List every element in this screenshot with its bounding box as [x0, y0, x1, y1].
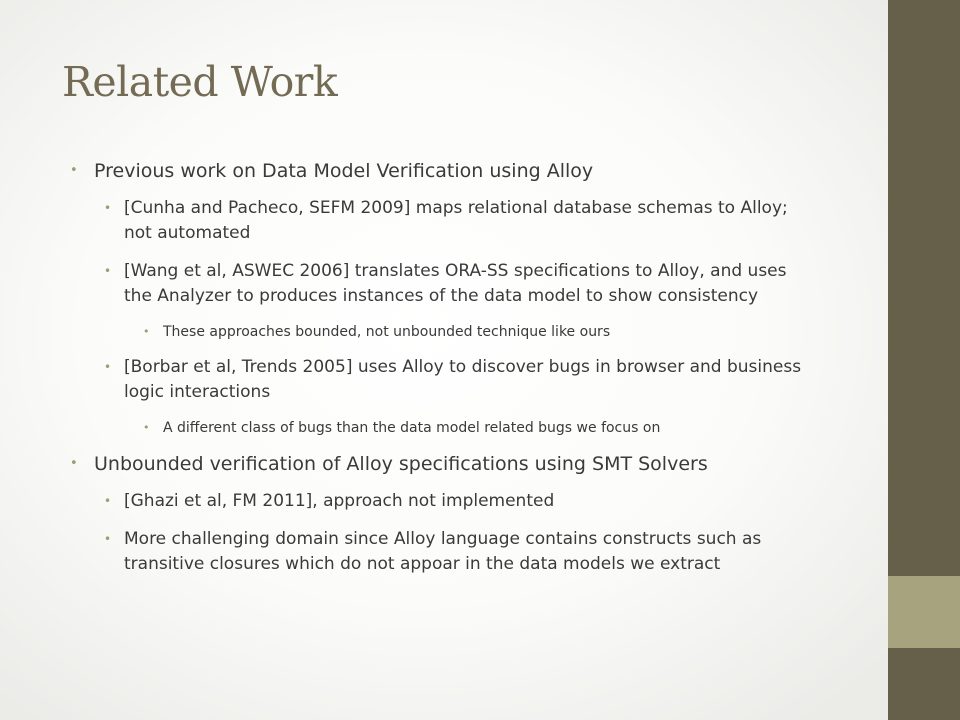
bullet-level3 — [143, 418, 810, 438]
decorative-sidebar-accent — [888, 576, 960, 648]
bullet-icon: • — [143, 325, 150, 338]
bullet-icon: • — [104, 360, 112, 374]
bullet-text: [Wang et al, ASWEC 2006] translates ORA-SS specifications to Alloy, and uses the Analyzer to produces instances of the data model to show consistency — [124, 261, 787, 306]
slide-title: Related Work — [62, 58, 338, 106]
bullet-icon: • — [70, 163, 78, 178]
bullet-icon: • — [143, 421, 150, 434]
bullet-level2 — [104, 259, 810, 309]
bullet-level2 — [104, 196, 810, 246]
bullet-text: [Cunha and Pacheco, SEFM 2009] maps relational database schemas to Alloy; not automated — [124, 198, 788, 243]
bullet-text: These approaches bounded, not unbounded technique like ours — [163, 324, 611, 340]
bullet-level3 — [143, 322, 810, 342]
bullet-level2 — [104, 527, 810, 577]
bullet-text: [Borbar et al, Trends 2005] uses Alloy to discover bugs in browser and business logic interactions — [124, 357, 802, 402]
bullet-level2 — [104, 355, 810, 405]
bullet-text: Unbounded verification of Alloy specifications using SMT Solvers — [94, 453, 708, 475]
bullet-text: A different class of bugs than the data model related bugs we focus on — [163, 420, 661, 436]
bullet-level1 — [70, 158, 810, 184]
bullet-list — [70, 158, 810, 590]
bullet-icon: • — [104, 201, 112, 215]
bullet-level2 — [104, 489, 810, 514]
bullet-level1 — [70, 451, 810, 477]
bullet-icon: • — [104, 532, 112, 546]
bullet-text: [Ghazi et al, FM 2011], approach not implemented — [124, 491, 555, 511]
bullet-text: Previous work on Data Model Verification using Alloy — [94, 160, 594, 182]
bullet-icon: • — [104, 494, 112, 508]
bullet-icon: • — [70, 456, 78, 471]
bullet-text: More challenging domain since Alloy language contains constructs such as transitive closures which do not appoar in the data models we extract — [124, 529, 762, 574]
bullet-icon: • — [104, 264, 112, 278]
